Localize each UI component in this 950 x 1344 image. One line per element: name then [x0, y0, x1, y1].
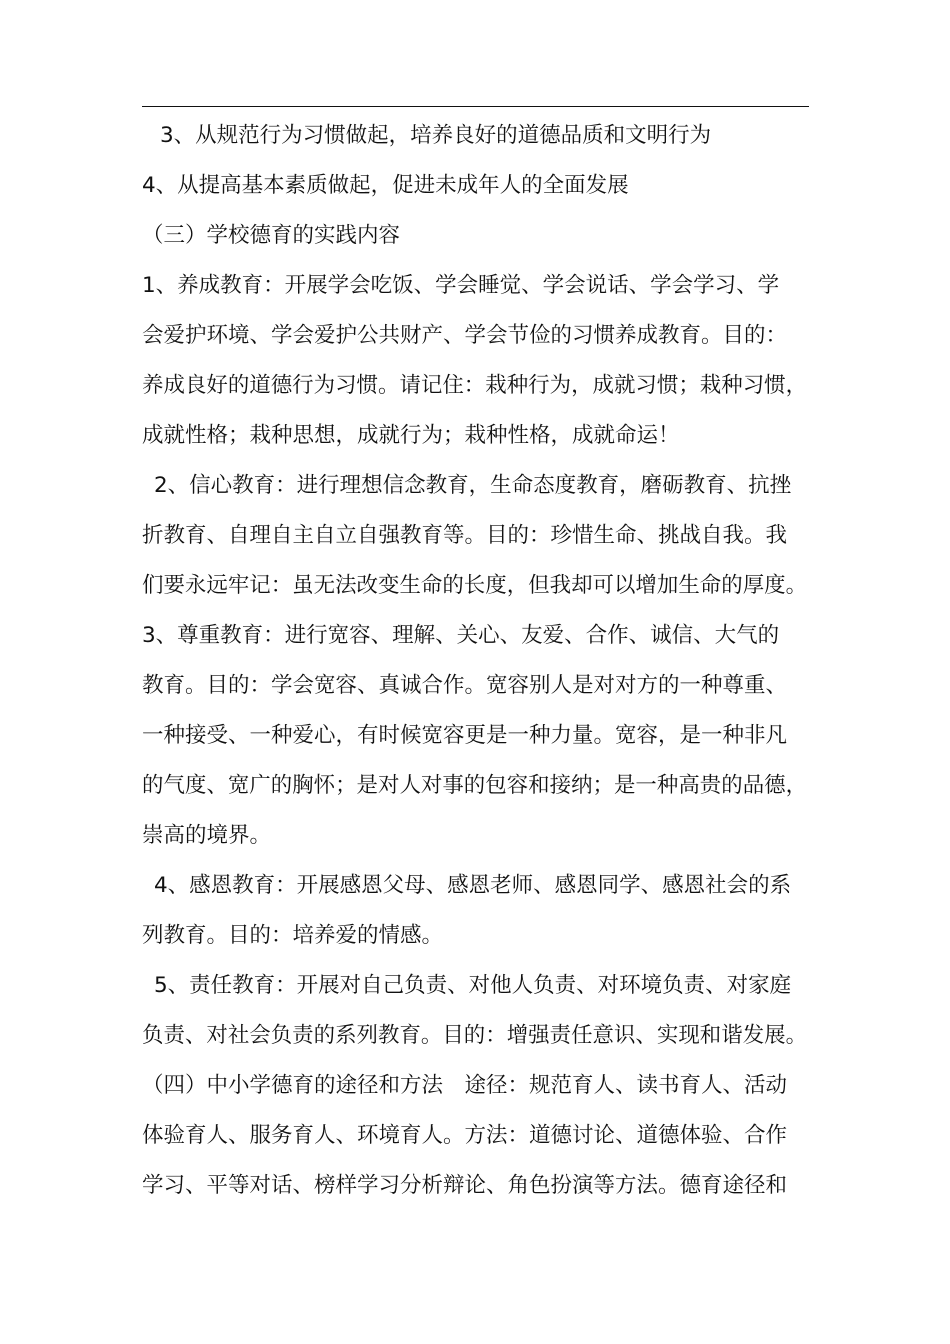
section-heading: （三）学校德育的实践内容 — [142, 223, 401, 248]
text-line: 们要永远牢记：虽无法改变生命的长度，但我却可以增加生命的厚度。 — [142, 573, 808, 598]
text-line: 折教育、自理自主自立自强教育等。目的：珍惜生命、挑战自我。我 — [142, 523, 788, 548]
text-line: 会爱护环境、学会爱护公共财产、学会节俭的习惯养成教育。目的： — [142, 323, 788, 348]
text-line: 1、养成教育：开展学会吃饭、学会睡觉、学会说话、学会学习、学 — [142, 273, 780, 298]
text-line: 4、从提高基本素质做起，促进未成年人的全面发展 — [142, 173, 629, 198]
text-line: 3、从规范行为习惯做起，培养良好的道德品质和文明行为 — [160, 123, 712, 148]
text-line: 4、感恩教育：开展感恩父母、感恩老师、感恩同学、感恩社会的系 — [154, 873, 792, 898]
text-line: 成就性格；栽种思想，成就行为；栽种性格，成就命运！ — [142, 423, 680, 448]
text-line: 负责、对社会负责的系列教育。目的：增强责任意识、实现和谐发展。 — [142, 1023, 808, 1048]
text-line: 崇高的境界。 — [142, 823, 272, 848]
text-line: 5、责任教育：开展对自己负责、对他人负责、对环境负责、对家庭 — [154, 973, 792, 998]
text-line: 一种接受、一种爱心，有时候宽容更是一种力量。宽容，是一种非凡 — [142, 723, 788, 748]
text-line: 学习、平等对话、榜样学习分析辩论、角色扮演等方法。德育途径和 — [142, 1173, 788, 1198]
text-line: 教育。目的：学会宽容、真诚合作。宽容别人是对对方的一种尊重、 — [142, 673, 788, 698]
header-rule — [142, 106, 809, 107]
text-line: 的气度、宽广的胸怀；是对人对事的包容和接纳；是一种高贵的品德， — [142, 773, 808, 798]
text-line: 体验育人、服务育人、环境育人。方法：道德讨论、道德体验、合作 — [142, 1123, 788, 1148]
text-line: 养成良好的道德行为习惯。请记住：栽种行为，成就习惯；栽种习惯， — [142, 373, 808, 398]
section-heading: （四）中小学德育的途径和方法 途径：规范育人、读书育人、活动 — [142, 1073, 788, 1098]
text-line: 3、尊重教育：进行宽容、理解、关心、友爱、合作、诚信、大气的 — [142, 623, 780, 648]
text-line: 2、信心教育：进行理想信念教育，生命态度教育，磨砺教育、抗挫 — [154, 473, 792, 498]
text-line: 列教育。目的：培养爱的情感。 — [142, 923, 444, 948]
